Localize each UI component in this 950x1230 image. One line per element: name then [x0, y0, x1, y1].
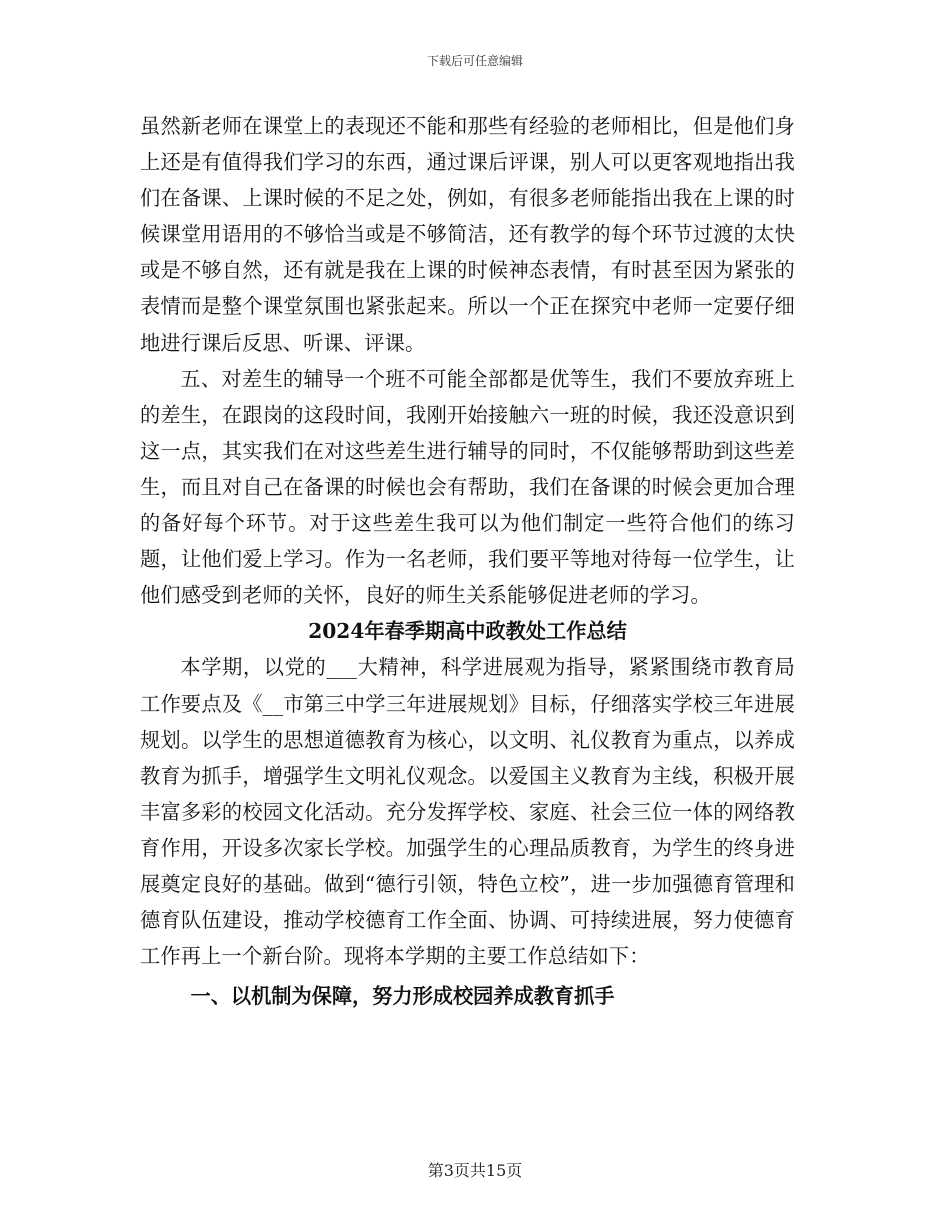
paragraph-semester-summary: 本学期，以党的___大精神，科学进展观为指导，紧紧围绕市教育局工作要点及《__市第三中学三年进展规划》目标，仔细落实学校三年进展规划。以学生的思想道德教育为核心，以文明、礼仪教育为重点，以养成教育为抓手，增强学生文明礼仪观念。以爱国主义教育为主线，积极开展丰富多彩的校园文化活动。充分发挥学校、家庭、社会三位一体的网络教育作用，开设多次家长学校。加强学生的心理品质教育，为学生的终身进展奠定良好的基础。做到“德行引领，特色立校”，进一步加强德育管理和德育队伍建设，推动学校德育工作全面、协调、可持续进展，努力使德育工作再上一个新台阶。现将本学期的主要工作总结如下：	[140, 655, 795, 969]
page-header-note: 下载后可任意编辑	[426, 54, 523, 68]
paragraph-teacher-reflection: 虽然新老师在课堂上的表现还不能和那些有经验的老师相比，但是他们身上还是有值得我们学习的东西，通过课后评课，别人可以更客观地指出我们在备课、上课时候的不足之处，例如，有很多老师能指出我在上课的时候课堂用语用的不够恰当或是不够简洁，还有教学的每个环节过渡的太快或是不够自然，还有就是我在上课的时候神态表情，有时甚至因为紧张的表情而是整个课堂氛围也紧张起来。所以一个正在探究中老师一定要仔细地进行课后反思、听课、评课。	[140, 114, 795, 355]
paragraph-student-tutoring: 五、对差生的辅导一个班不可能全部都是优等生，我们不要放弃班上的差生，在跟岗的这段时间，我刚开始接触六一班的时候，我还没意识到这一点，其实我们在对这些差生进行辅导的同时，不仅能够帮助到这些差生，而且对自己在备课的时候也会有帮助，我们在备课的时候会更加合理的备好每个环节。对于这些差生我可以为他们制定一些符合他们的练习题，让他们爱上学习。作为一名老师，我们要平等地对待每一位学生，让他们感受到老师的关怀，良好的师生关系能够促进老师的学习。	[140, 366, 795, 608]
section-title: 2024年春季期高中政教处工作总结	[308, 619, 627, 644]
page-number-footer: 第3页共15页	[427, 1161, 523, 1180]
document-body	[140, 108, 795, 1016]
subheading-mechanism: 一、以机制为保障，努力形成校园养成教育抓手	[190, 984, 615, 1009]
